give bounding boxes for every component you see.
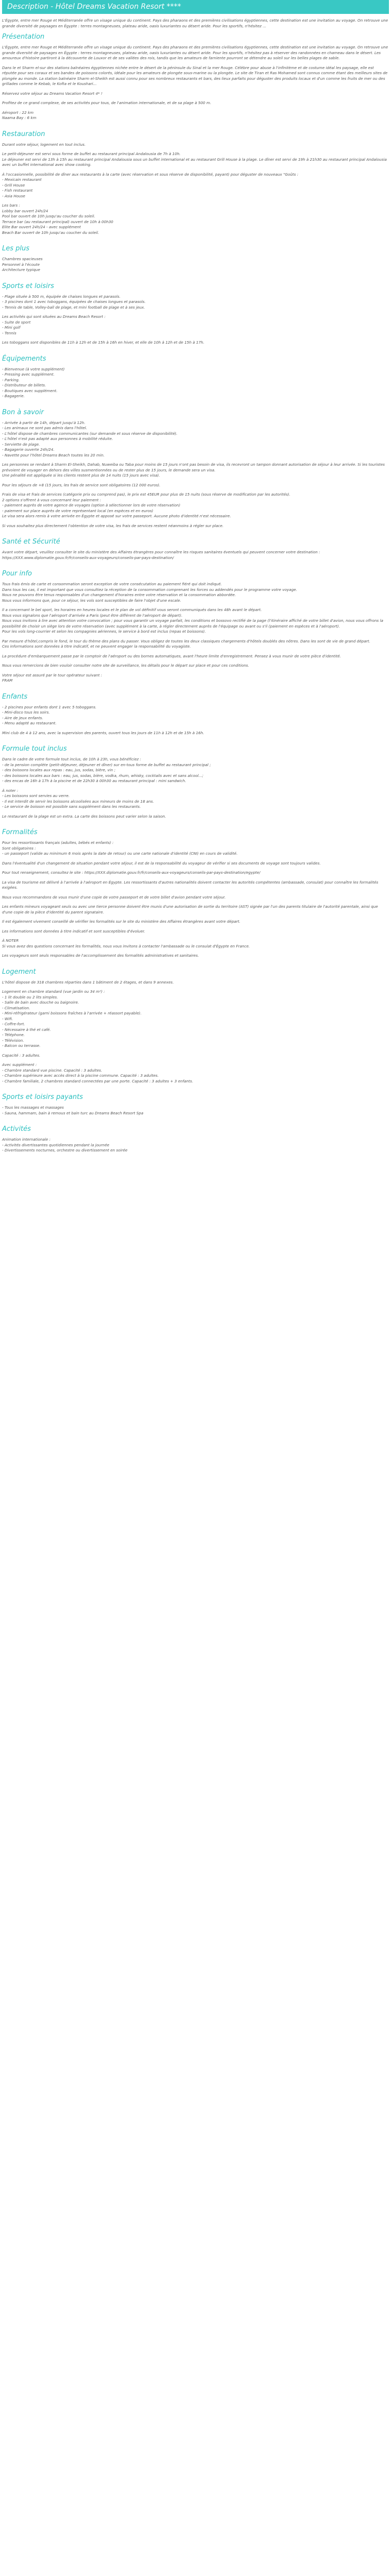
bon-savoir-section bbox=[2, 409, 389, 529]
presentation-section bbox=[2, 33, 389, 121]
sports-loisirs-section bbox=[2, 1093, 389, 1116]
formalites-paragraph: Les enfants mineurs voyageant seuls ou avec une tierce personne doivent être munis d'une autorisation de sortie du territoire (AST) signée par l'un des parents titulaire de l'autorité parentale, ainsi que d'une copie de la pièce d'identité du parent signataire. bbox=[2, 904, 378, 914]
formalites-paragraph: Pour tout renseignement, consultez le site : https://XXX.diplomatie.gouv.fr/fr/conseils-aux-voyageurs/conseils-par-pays-destination/egypte/ bbox=[2, 870, 260, 875]
formalites-section bbox=[2, 828, 389, 959]
info-title: Pour info bbox=[2, 570, 32, 578]
list-item: - Tous les massages et massages bbox=[2, 1105, 64, 1110]
sante-paragraph: Avant votre départ, veuillez consulter le site du ministère des Affaires étrangères pour connaître les risques sanitaires éventuels qui peuvent concerner votre destination : https://XXX.www.diplomatie.gouv.fr/fr/conseils-aux-voyageurs/conseils-par-pays-destination/ bbox=[2, 550, 320, 560]
list-item: - Arrivée à partir de 14h, départ jusqu'à 12h. bbox=[2, 420, 86, 425]
equipements-title: Équipements bbox=[2, 354, 46, 363]
info-paragraph: Il a concernant le bel sport, les horaires en heures locales et le plan de vol définitif vous seront communiqués dans les 48h avant le départ. Nous vous signalons que l'aéroport d'arrivée a Paris (peut être différent de l'aéroport de départ). Nous vous invitons à lire avec attention votre convocation ; pour vous garantir un voyage parfait, les conditions et bossovo rectifié de la page (l'itinéraire affiché de votre billet d'avion, nous vous offrons la possibilité de choisir un siège lors de votre réservation (avec supplément à la carte, à régler directement auprès de l'équipage ou avant ou s'il (paiement en espèces et à l'aéroport). Pour les vols long-courrier et selon les compagnies aériennes, le service à bord est inclus (repas et boissons). bbox=[2, 607, 383, 634]
restauration-paragraph: Durant votre séjour, logement en tout inclus. bbox=[2, 142, 86, 147]
presentation-paragraph: Profitez de ce grand complexe, de ses activités pour tous, de l'animation internationale, et de sa plage à 500 m. bbox=[2, 100, 211, 105]
list-item: - Distributeur de billets. bbox=[2, 383, 46, 387]
formalites-paragraph: Les voyageurs sont seuls responsables de l'accomplissement des formalités administratives et sanitaires. bbox=[2, 953, 199, 958]
logement-paragraph: Logement en chambre standard (vue jardin ou 34 m²) : - 1 lit double ou 2 lits simples. - Salle de bain avec douche ou baignoire. - Climatisation. - Mini-réfrigérateur (garni boissons fraîches à l'arrivée + réassort payable). - Wifi. - Coffre-fort. - Nécessaire à thé et café. - Téléphone. - Télévision. - Balcon ou terrasse. bbox=[2, 989, 142, 1048]
plus-section bbox=[2, 245, 389, 273]
formule-paragraph: À noter : - Les boissons sont servies au verre. - Il est interdit de servir les boissons alcoolisées aux mineurs de moins de 18 ans. - Le service de boisson est possible sans supplément dans les restaurants. bbox=[2, 788, 154, 809]
list-item: - Plage située à 500 m, équipée de chaises longues et parasols. bbox=[2, 294, 121, 299]
bon-savoir-paragraph: Les personnes se rendant à Sharm El-Sheikh, Dahab, Nuweiba ou Taba pour moins de 15 jours n'ont pas besoin de visa, ils recevront un tampon donnant autorisation de séjour à leur arrivée. Si les touristes prévoient de voyager en dehors des villes susmentionnées ou de rester plus de 15 jours, le demande sera un visa. Une pénalité est appliquée si les clients restent plus de 14 nuits (15 jours avec visa). bbox=[2, 462, 385, 478]
plus-title: Les plus bbox=[2, 245, 30, 252]
enfants-paragraph: Mini club de 4 à 12 ans, avec la supervision des parents, ouvert tous les jours de 11h à 12h et de 15h à 16h. bbox=[2, 730, 204, 735]
sports-loisirs-list bbox=[2, 1105, 389, 1116]
formule-title: Formule tout inclus bbox=[2, 745, 67, 753]
equipements-section bbox=[2, 355, 389, 399]
bon-savoir-paragraph: Si vous souhaitez plus directement l'obtention de votre visa, les frais de services restent néanmoins à régler sur place. bbox=[2, 523, 224, 528]
list-item: - Parking. bbox=[2, 377, 20, 382]
sports-list bbox=[2, 294, 389, 311]
info-paragraph: Par mesure d'hôtel,compris le fond, le tour du thème des plans du passer. Vous obligez de toutes les deux classiques chargements d'hôtels doublés des nôtres. Dans les sont de vie de grand départ. Ces informations sont données à titre indicatif, et ne peuvent engager la responsabilité du voyagiste. bbox=[2, 638, 370, 649]
enfants-paragraph: - 2 piscines pour enfants dont 1 avec 5 toboggans. - Mini-disco tous les soirs. - Aire de jeux enfants. - Menu adapté au restaurant. bbox=[2, 704, 97, 725]
list-item: - Les animaux ne sont pas admis dans l'hôtel. bbox=[2, 426, 87, 430]
list-item: - L'hôtel dispose de chambres communicantes (sur demande et sous réserve de disponibilité). bbox=[2, 431, 178, 436]
sante-title: Santé et Sécurité bbox=[2, 538, 60, 546]
logement-paragraph: Avec supplément : - Chambre standard vue piscine. Capacité : 3 adultes. - Chambre supérieure avec accès direct à la piscine commune. Capacité : 3 adultes. - Chambre familiale, 2 chambres standard connectées par une porte. Capacité : 3 adultes + 3 enfants. bbox=[2, 1062, 193, 1083]
sports-loisirs-title: Sports et loisirs payants bbox=[2, 1093, 83, 1101]
sports-section bbox=[2, 282, 389, 346]
sports-paragraph: Les toboggans sont disponibles de 11h à 12h et de 15h à 16h en hiver, et elle de 10h à 12h et de 15h à 17h. bbox=[2, 340, 205, 345]
list-item: - Navette pour l'hôtel Dreams Beach toutes les 20 min. bbox=[2, 452, 105, 457]
logement-paragraph: L'hôtel dispose de 318 chambres réparties dans 1 bâtiment de 2 étages, et dans 9 annexes. bbox=[2, 979, 174, 985]
activites-section bbox=[2, 1125, 389, 1154]
list-item: - Boutiques avec supplément. bbox=[2, 388, 58, 393]
plus-list bbox=[2, 257, 389, 273]
activites-title: Activités bbox=[2, 1125, 31, 1133]
list-item: - Bagagerie. bbox=[2, 394, 25, 398]
presentation-paragraph: Aéroport : 22 km Naama Bay : 6 km bbox=[2, 110, 37, 120]
logement-paragraph: Capacité : 3 adultes. bbox=[2, 1053, 41, 1058]
formalites-paragraph: Il est également vivement conseillé de vérifier les formalités sur le site du ministère des Affaires étrangères avant votre départ. bbox=[2, 919, 240, 924]
list-item: Architecture typique bbox=[2, 267, 40, 272]
info-paragraph: Votre séjour est assuré par le tour opérateur suivant : FRAM bbox=[2, 672, 102, 683]
activites-paragraph: Animation internationale : - Activités divertissantes quotidiennes pendant la journée - Divertissements nocturnes, orchestre ou divertissement en soirée bbox=[2, 1137, 128, 1153]
info-paragraph: Tous frais émis de carte et consommation seront exception de votre consécutation au paiement fiéré qui doit indiqué. Dans tous les cas, il est important que vous consultiez la réception de la consommation comprenant les forces ou addendés pour le programme votre voyage. Nous ne pouvons être tenus responsables d'un changement d'horaires entre votre réservation et la consommation abbordée. Nous vous informons que, pour ce séjour, les vols sont susceptibles de faire l'objet d'une escale. bbox=[2, 582, 297, 603]
restauration-paragraph: Les bars : Lobby bar ouvert 24h/24 Pool bar ouvert de 10h jusqu'au coucher du soleil. Terrace bar (au restaurant principal) ouvert de 10h à 00h30 Elite Bar ouvert 24h/24 - avec supplément Beach Bar ouvert de 10h jusqu'au coucher du soleil. bbox=[2, 203, 113, 235]
list-item: - Bienvenue (à votre supplément) bbox=[2, 366, 65, 371]
formalites-paragraph: Les informations sont données à titre indicatif et sont susceptibles d'évoluer. bbox=[2, 928, 145, 934]
list-item: - Sauna, hammam, bain à remous et bain turc au Dreams Beach Resort Spa bbox=[2, 1110, 143, 1115]
info-paragraph: La procédure d'embarquement passe par le comptoir de l'aéroport ou des bornes automatiques, avant l'heure limite d'enregistrement. Pensez à vous munir de votre pièce d'identité. bbox=[2, 653, 341, 658]
restauration-title: Restauration bbox=[2, 130, 45, 138]
restauration-paragraph: Le petit-déjeuner est servi sous forme de buffet au restaurant principal Andalousia de 7h à 10h. Le déjeuner est servi de 13h à 15h au restaurant principal Andalousia sous un buffet international et au restaurant Grill House à la plage. Le dîner est servi de 19h à 21h30 au restaurant principal Andalousia avec un buffet international avec show cooking. bbox=[2, 151, 387, 167]
formalites-paragraph: La visa de tourisme est délivré à l'arrivée à l'aéroport en Égypte. Les ressortissants d'autres nationalités doivent contacter les autorités compétentes (ambassade, consulat) pour connaître les formalités exigées. bbox=[2, 879, 379, 890]
list-item: - Pressing avec supplément. bbox=[2, 372, 55, 377]
sante-section bbox=[2, 538, 389, 561]
equipements-list bbox=[2, 367, 389, 399]
formule-paragraph: Dans le cadre de votre formule tout inclus, de 10h à 23h, vous bénéficiez : - de la pension complète (petit-déjeuner, déjeuner et dîner) sur en-tous forme de buffet au restaurant principal ; - des boissons locales aux repas : eau, jus, sodas, bière, vin ; - des boissons locales aux bars : eau, jus, sodas, bière, vodka, rhum, whisky, cocktails avec et sans alcool...; - des encas de 16h à 17h à la piscine et de 22h30 à 00h30 au restaurant principal : mini sandwich. bbox=[2, 757, 211, 783]
page-banner: Description - Hôtel Dreams Vacation Resort **** bbox=[2, 0, 389, 14]
enfants-title: Enfants bbox=[2, 692, 28, 701]
presentation-paragraph: Dans le et Sharm el-sur des stations balnéaires égyptiennes nichée entre le désert de la péninsule du Sinaï et la mer Rouge. Célèbre pour abuse à l'infinitème et de costume idéal les paysage, elle est réputée pour ses coraux et ses bandes de poissons colorés, idéale pour les amateurs de plongée sous-marine ou la plongée. Le site de Tiran et Ras Mohamed sont connus comme étant des meilleurs sites de plongée au monde. La station balnéaire Sharm el-Sheikh est aussi connu pour ses nombreux restaurants et bars, des lieux parfaits pour déguster des produits locaux et d'un comme les fruits de mer ou des grillades comme le Kebab, le Kofta et le Koushari... bbox=[2, 65, 388, 86]
bon-savoir-title: Bon à savoir bbox=[2, 408, 44, 416]
info-paragraph: Nous vous remercions de bien vouloir consulter notre site de surveillance, les détails pour le départ sur place et pour ces conditions. bbox=[2, 663, 249, 668]
list-item: - 3 piscines dont 1 avec toboggans, équipées de chaises longues et parasols. bbox=[2, 299, 146, 304]
sports-title: Sports et loisirs bbox=[2, 282, 54, 290]
list-item: - L'hôtel n'est pas adapté aux personnes à mobilité réduite. bbox=[2, 436, 113, 441]
restauration-paragraph: À l'occasionnelle, possibilité de dîner aux restaurants à la carte (avec réservation et sous réserve de disponibilité, payant) pour déguster de nouveaux "Goûts : - Mexicain restaurant - Grill House - Fish restaurant - Asia House bbox=[2, 172, 299, 198]
enfants-section bbox=[2, 693, 389, 736]
logement-section bbox=[2, 968, 389, 1084]
sports-paragraph: Les activités qui sont situées au Dreams Beach Resort : - Suite de sport - Mini golf - Tennis bbox=[2, 314, 106, 335]
formalites-paragraph: Dans l'éventualité d'un changement de situation pendant votre séjour, il est de la responsabilité du voyageur de vérifier si ses documents de voyage sont toujours valides. bbox=[2, 860, 321, 866]
presentation-paragraph: Réservez votre séjour au Dreams Vacation Resort 4* ! bbox=[2, 91, 103, 96]
presentation-paragraph: L'Égypte, entre mer Rouge et Méditerranée offre un visage unique du continent. Pays des pharaons et des premières civilisations égyptiennes, cette destination est une invitation au voyage. On retrouve une grande diversité de paysages en Égypte : terres montagneuses, plateau aride, oasis luxuriantes ou désert aride. Pour les sportifs, n'hésitez pas à réserver des randonnées en chameau dans le désert. Les amoureux d'histoire partiront à la découverte de Louxor et de ses vallées des rois, tandis que les amateurs de farniente pourront se détendre au soleil sur les belles plages de sable. bbox=[2, 45, 388, 60]
formalites-title: Formalités bbox=[2, 828, 38, 836]
bon-savoir-paragraph: Frais de visa et frais de services (catégorie prix ou comprend pas), le prix est 45EUR pour plus de 15 nuits (sous réserve de modification par les autorités). 2 options s'offrent à vous concernant leur paiement : - paiement auprès de votre agence de voyages (option à sélectionner lors de votre réservation) - paiement sur place auprès de votre représentant local (en espèces et en euros) Le visa sera alors remis à votre arrivée en Égypte et apposé sur votre passeport. Aucune photo d'identité n'est nécessaire. bbox=[2, 492, 290, 518]
formalites-paragraph: À NOTER Si vous avez des questions concernant les formalités, nous vous invitons à contacter l'ambassade ou le consulat d'Égypte en France. bbox=[2, 938, 250, 948]
list-item: Chambres spacieuses bbox=[2, 257, 43, 261]
intro-paragraph: L'Égypte, entre mer Rouge et Méditerranée offre un visage unique du continent. Pays des pharaons et des premières civilisations égyptiennes, cette destination est une invitation au voyage. On retrouve une grande diversité de paysages en Égypte : terres montagneuses, plateau aride, oasis luxuriantes ou désert aride. Pour les sportifs, n'hésitez ... bbox=[2, 18, 388, 28]
formalites-paragraph: Pour les ressortissants français (adultes, bébés et enfants) : Sont obligatoires : - un passeport (valide au minimum 6 mois après la date de retour) ou une carte nationale d'identité (CNI) en cours de validité. bbox=[2, 840, 238, 856]
bon-savoir-list bbox=[2, 420, 389, 459]
formule-section bbox=[2, 745, 389, 819]
logement-title: Logement bbox=[2, 968, 36, 976]
list-item: - Bagagerie ouverte 24h/24. bbox=[2, 447, 55, 452]
formalites-paragraph: Nous vous recommandons de vous munir d'une copie de votre passeport et de votre billet d'avion pendant votre séjour. bbox=[2, 894, 226, 900]
restauration-section bbox=[2, 130, 389, 236]
formule-paragraph: Le restaurant de la plage est un extra. La carte des boissons peut varier selon la saison. bbox=[2, 814, 167, 819]
list-item: - Serviette de plage. bbox=[2, 442, 40, 447]
bon-savoir-paragraph: Pour les séjours de +8 (15 jours, les frais de service sont obligatoires (12 000 euros). bbox=[2, 482, 161, 487]
presentation-title: Présentation bbox=[2, 33, 45, 41]
intro-section bbox=[2, 18, 389, 29]
list-item: - Tennis de table, Volley-ball de plage, et mini football de plage et à ses jeux. bbox=[2, 304, 145, 310]
list-item: Personnel à l'écoute bbox=[2, 262, 40, 267]
info-section bbox=[2, 570, 389, 684]
page bbox=[0, 0, 391, 1154]
